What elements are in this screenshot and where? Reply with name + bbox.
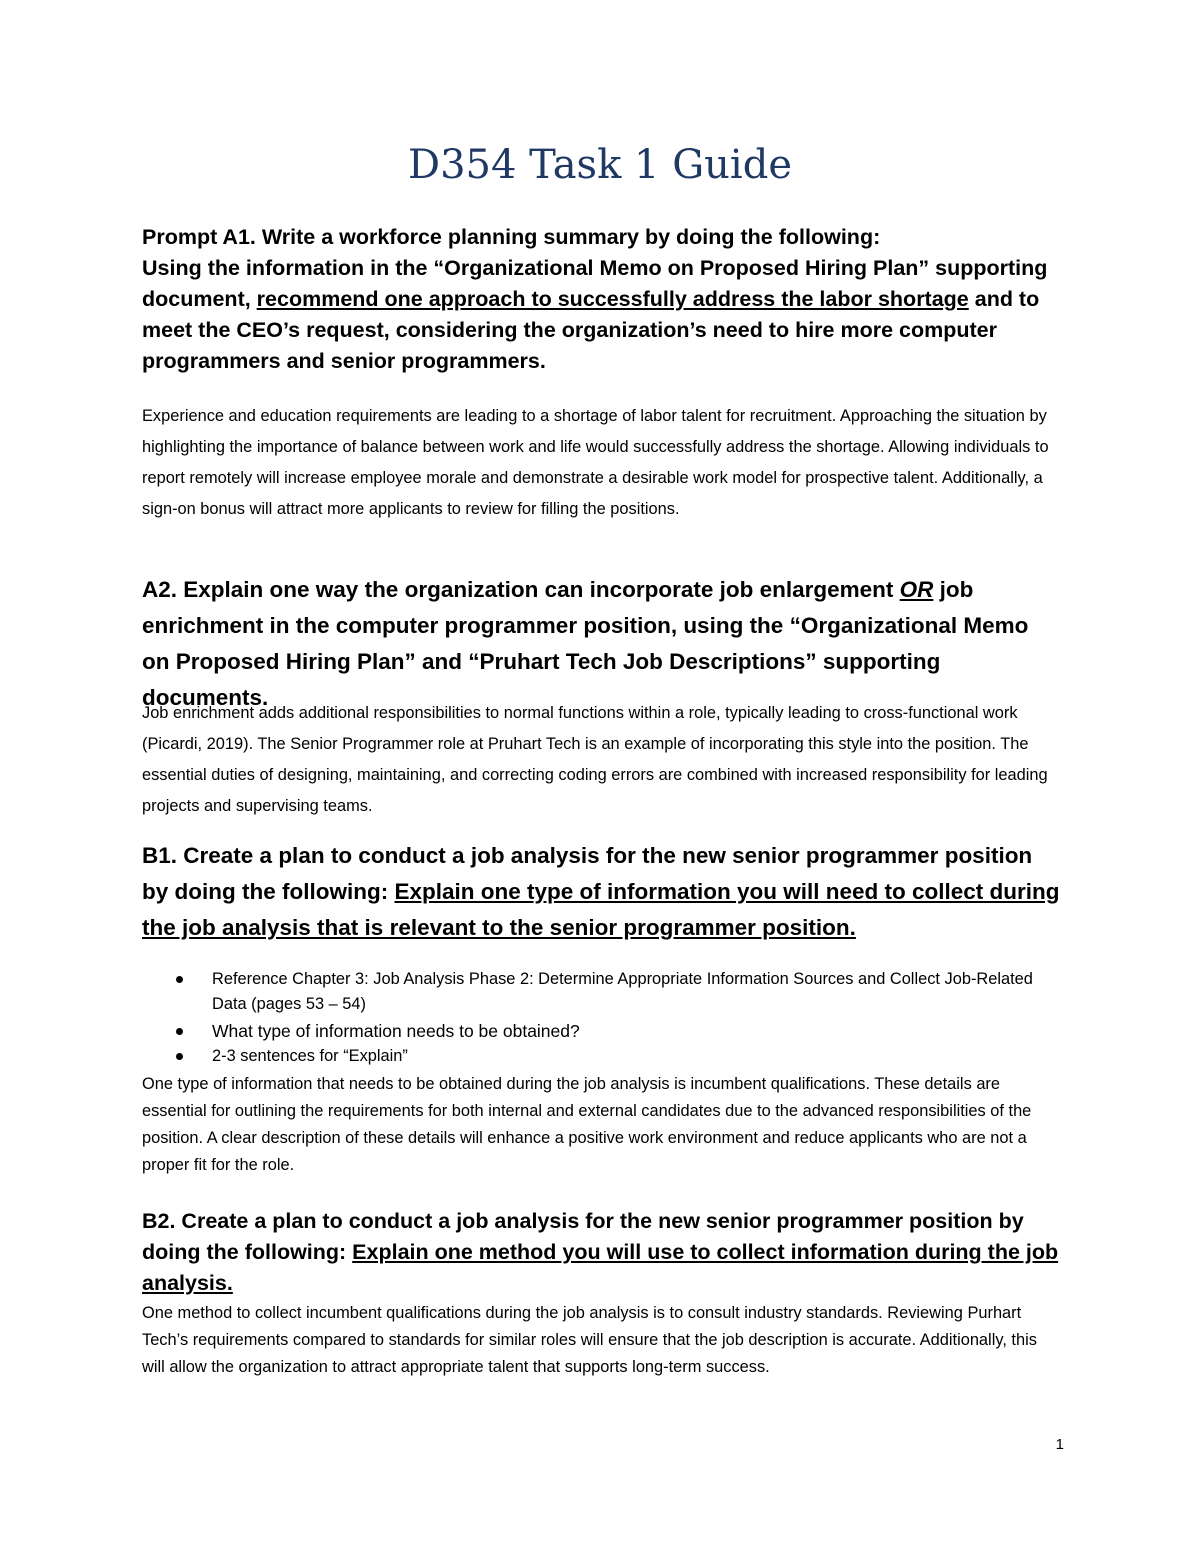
b1-guidance-item: What type of information needs to be obtained? — [170, 1019, 1050, 1044]
b2-prompt-text: B2. Create a plan to conduct a job analysis for the new senior programmer position by doing the following: — [142, 1209, 1024, 1264]
b1-prompt-underlined: Explain one type of information you will need to collect during the job analysis that is relevant to the senior programmer position. — [142, 879, 1060, 940]
b2-response: One method to collect incumbent qualifications during the job analysis is to consult industry standards. Reviewing Purhart Tech’s requirements compared to standards for similar roles will ensure that the job description is accurate. Additionally, this will allow the organization to attract appropriate talent that supports long-term success. — [142, 1304, 1037, 1376]
b1-guidance-item: Reference Chapter 3: Job Analysis Phase 2: Determine Appropriate Information Sources and Collect Job-Related Data (pages 53 – 54) — [170, 967, 1050, 1017]
b1-prompt-text: B1. Create a plan to conduct a job analysis for the new senior programmer position by doing the following: — [142, 843, 1033, 904]
bullet-icon — [176, 1028, 183, 1035]
b1-guidance-item: 2-3 sentences for “Explain” — [170, 1044, 1050, 1069]
a1-response: Experience and education requirements are leading to a shortage of labor talent for recruitment. Approaching the situation by highlighting the importance of balance between work and life would successfully address the shortage. Allowing individuals to report remotely will increase employee morale and demonstrate a desirable work model for prospective talent. Additionally, a sign-on bonus will attract more applicants to review for filling the positions. — [142, 407, 1049, 518]
a2-prompt-text-end: job enrichment in the computer programmer position, using the “Organizational Memo on Proposed Hiring Plan” and “Pruhart Tech Job Descriptions” supporting documents. — [142, 577, 1029, 710]
a1-prompt — [142, 222, 1062, 377]
page-number: 1 — [1055, 1436, 1064, 1453]
a1-prompt-text-end: and to meet the CEO’s request, considering the organization’s need to hire more computer programmers and senior programmers. — [142, 287, 1040, 373]
bullet-icon — [176, 1053, 183, 1060]
a2-prompt-or: OR — [899, 577, 934, 602]
b1-guidance-list — [170, 967, 1050, 1069]
a2-prompt — [142, 572, 1062, 716]
document-title: D354 Task 1 Guide — [408, 142, 792, 188]
b1-prompt — [142, 838, 1062, 946]
a2-prompt-text: A2. Explain one way the organization can incorporate job enlargement — [142, 577, 900, 602]
bullet-icon — [176, 976, 183, 983]
a1-prompt-text: Using the information in the “Organizational Memo on Proposed Hiring Plan” supporting document, — [142, 256, 1048, 311]
b1-response: One type of information that needs to be obtained during the job analysis is incumbent qualifications. These details are essential for outlining the requirements for both internal and external candidates due to the advanced responsibilities of the position. A clear description of these details will enhance a positive work environment and reduce applicants who are not a proper fit for the role. — [142, 1075, 1032, 1174]
a1-prompt-underlined: recommend one approach to successfully address the labor shortage — [256, 287, 969, 311]
a1-prompt-lead: Prompt A1. Write a workforce planning summary by doing the following: — [142, 225, 881, 249]
b2-prompt-underlined: Explain one method you will use to collect information during the job analysis. — [142, 1240, 1059, 1295]
b2-prompt — [142, 1206, 1062, 1299]
a2-response: Job enrichment adds additional responsibilities to normal functions within a role, typically leading to cross-functional work (Picardi, 2019). The Senior Programmer role at Pruhart Tech is an example of incorporating this style into the position. The essential duties of designing, maintaining, and correcting coding errors are combined with increased responsibility for leading projects and supervising teams. — [142, 704, 1048, 815]
